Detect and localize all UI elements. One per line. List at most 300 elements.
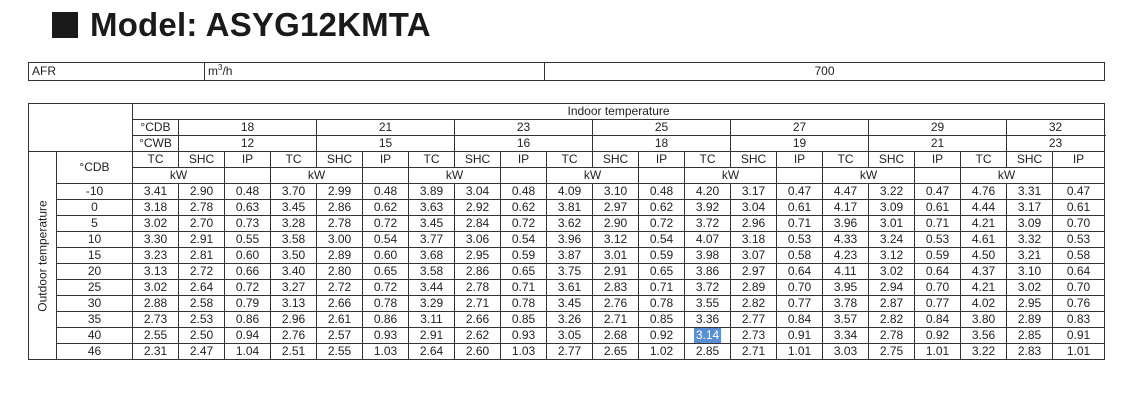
data-cell: 2.95: [455, 248, 501, 264]
data-cell: 4.47: [823, 184, 869, 200]
data-cell: 4.07: [685, 232, 731, 248]
title-square-icon: [52, 12, 78, 38]
data-cell: 2.89: [317, 248, 363, 264]
data-cell: 3.03: [823, 344, 869, 360]
outdoor-temperature-cell: [29, 152, 57, 360]
outdoor-temp-value: 0: [57, 200, 133, 216]
data-cell: 2.77: [731, 312, 777, 328]
data-cell: 0.47: [915, 184, 961, 200]
data-cell: 0.72: [501, 216, 547, 232]
cdb-row: [29, 120, 1105, 136]
data-cell: 1.04: [225, 344, 271, 360]
cdb-label: °CDB: [133, 120, 179, 136]
ip-header: IP: [225, 152, 271, 168]
data-cell: 3.28: [271, 216, 317, 232]
data-cell: 0.64: [915, 264, 961, 280]
data-cell: 2.72: [317, 280, 363, 296]
data-cell: 0.54: [639, 232, 685, 248]
cdb-value: 21: [317, 120, 455, 136]
ip-unit-blank: [501, 168, 547, 184]
afr-unit-base: m: [208, 64, 218, 78]
data-cell: 3.41: [133, 184, 179, 200]
outdoor-temp-value: 40: [57, 328, 133, 344]
data-cell: 0.71: [501, 280, 547, 296]
data-cell: 4.23: [823, 248, 869, 264]
data-cell: 2.60: [455, 344, 501, 360]
data-cell: 3.57: [823, 312, 869, 328]
cwb-value: 16: [455, 136, 593, 152]
data-cell: 3.40: [271, 264, 317, 280]
data-cell: 3.00: [317, 232, 363, 248]
data-cell: 2.86: [455, 264, 501, 280]
outdoor-temp-value: 25: [57, 280, 133, 296]
data-cell: 4.20: [685, 184, 731, 200]
data-cell: 0.64: [777, 264, 823, 280]
data-cell: 0.83: [1053, 312, 1105, 328]
data-cell: 3.10: [1007, 264, 1053, 280]
data-cell: 0.64: [1053, 264, 1105, 280]
data-cell: 0.59: [639, 248, 685, 264]
kw-unit: kW: [547, 168, 639, 184]
kw-unit: kW: [271, 168, 363, 184]
tc-header: TC: [547, 152, 593, 168]
data-cell: 2.83: [1007, 344, 1053, 360]
tc-header: TC: [685, 152, 731, 168]
page-title: [52, 6, 431, 44]
data-cell: 3.63: [409, 200, 455, 216]
data-cell: 0.48: [363, 184, 409, 200]
ip-header: IP: [1053, 152, 1105, 168]
data-cell: 4.02: [961, 296, 1007, 312]
data-cell: 2.91: [409, 328, 455, 344]
tc-header: TC: [271, 152, 317, 168]
shc-header: SHC: [179, 152, 225, 168]
performance-table: [28, 103, 1105, 360]
data-cell: 0.91: [777, 328, 823, 344]
data-cell: 2.82: [731, 296, 777, 312]
data-cell: 3.24: [869, 232, 915, 248]
data-cell: 2.51: [271, 344, 317, 360]
data-cell: 0.70: [1053, 216, 1105, 232]
kw-unit: kW: [961, 168, 1053, 184]
ip-header: IP: [363, 152, 409, 168]
data-cell: 2.68: [593, 328, 639, 344]
data-cell: 3.80: [961, 312, 1007, 328]
data-cell: 2.89: [1007, 312, 1053, 328]
data-cell: 2.64: [179, 280, 225, 296]
data-cell: 1.03: [501, 344, 547, 360]
outdoor-temp-value: 20: [57, 264, 133, 280]
data-cell: 0.73: [225, 216, 271, 232]
data-cell: 2.96: [731, 216, 777, 232]
data-cell: 0.93: [501, 328, 547, 344]
data-cell: 3.87: [547, 248, 593, 264]
data-cell: 0.47: [777, 184, 823, 200]
data-cell: 0.62: [639, 200, 685, 216]
data-cell: 3.95: [823, 280, 869, 296]
data-cell: 3.45: [271, 200, 317, 216]
data-cell: 2.71: [593, 312, 639, 328]
data-cell: 3.81: [547, 200, 593, 216]
data-cell: 2.85: [685, 344, 731, 360]
cwb-value: 12: [179, 136, 317, 152]
selected-value: 3.14: [695, 328, 720, 342]
outdoor-temp-value: 10: [57, 232, 133, 248]
data-cell: 1.02: [639, 344, 685, 360]
data-cell: 3.68: [409, 248, 455, 264]
data-cell: 0.63: [225, 200, 271, 216]
data-cell-highlighted: [685, 328, 731, 344]
cwb-value: 19: [731, 136, 869, 152]
data-cell: 2.88: [133, 296, 179, 312]
data-cell: 2.58: [179, 296, 225, 312]
afr-unit-tail: /h: [222, 64, 233, 78]
data-cell: 3.02: [1007, 280, 1053, 296]
data-cell: 0.60: [363, 248, 409, 264]
table-row: [29, 312, 1105, 328]
data-cell: 0.53: [1053, 232, 1105, 248]
data-cell: 3.26: [547, 312, 593, 328]
data-cell: 0.47: [1053, 184, 1105, 200]
data-cell: 3.17: [731, 184, 777, 200]
tc-header: TC: [409, 152, 455, 168]
data-cell: 2.77: [547, 344, 593, 360]
data-cell: 0.72: [363, 280, 409, 296]
data-cell: 3.75: [547, 264, 593, 280]
outdoor-temp-value: 5: [57, 216, 133, 232]
data-cell: 4.33: [823, 232, 869, 248]
table-row: [29, 216, 1105, 232]
table-row: [29, 296, 1105, 312]
data-cell: 0.65: [501, 264, 547, 280]
data-cell: 3.17: [1007, 200, 1053, 216]
data-cell: 2.73: [133, 312, 179, 328]
afr-unit-exp: 3: [218, 63, 223, 72]
data-cell: 0.48: [639, 184, 685, 200]
ip-unit-blank: [363, 168, 409, 184]
data-cell: 2.92: [455, 200, 501, 216]
data-cell: 4.37: [961, 264, 1007, 280]
data-cell: 3.61: [547, 280, 593, 296]
unit-row: [29, 168, 1105, 184]
data-cell: 2.78: [455, 280, 501, 296]
data-cell: 0.71: [777, 216, 823, 232]
data-cell: 2.55: [317, 344, 363, 360]
data-cell: 0.71: [639, 280, 685, 296]
ip-unit-blank: [225, 168, 271, 184]
data-cell: 0.76: [1053, 296, 1105, 312]
data-cell: 0.61: [1053, 200, 1105, 216]
data-cell: 3.45: [409, 216, 455, 232]
data-cell: 4.61: [961, 232, 1007, 248]
data-cell: 2.71: [455, 296, 501, 312]
tc-header: TC: [823, 152, 869, 168]
data-cell: 2.50: [179, 328, 225, 344]
data-cell: 2.75: [869, 344, 915, 360]
data-cell: 2.87: [869, 296, 915, 312]
data-cell: 2.97: [593, 200, 639, 216]
data-cell: 3.04: [455, 184, 501, 200]
data-cell: 0.53: [915, 232, 961, 248]
data-cell: 4.17: [823, 200, 869, 216]
data-cell: 3.31: [1007, 184, 1053, 200]
data-cell: 3.34: [823, 328, 869, 344]
data-cell: 0.58: [777, 248, 823, 264]
metric-header-row: [29, 152, 1105, 168]
data-cell: 2.31: [133, 344, 179, 360]
data-cell: 0.70: [915, 280, 961, 296]
data-cell: 3.01: [869, 216, 915, 232]
cwb-value: 23: [1007, 136, 1105, 152]
data-cell: 0.54: [363, 232, 409, 248]
data-cell: 3.77: [409, 232, 455, 248]
corner-blank: [29, 104, 133, 152]
data-cell: 3.36: [685, 312, 731, 328]
data-cell: 2.80: [317, 264, 363, 280]
data-cell: 0.86: [363, 312, 409, 328]
data-cell: 3.01: [593, 248, 639, 264]
shc-header: SHC: [593, 152, 639, 168]
data-cell: 3.89: [409, 184, 455, 200]
data-cell: 0.55: [225, 232, 271, 248]
data-cell: 1.01: [915, 344, 961, 360]
outdoor-temp-value: 15: [57, 248, 133, 264]
data-cell: 3.02: [133, 216, 179, 232]
tc-header: TC: [961, 152, 1007, 168]
cwb-value: 15: [317, 136, 455, 152]
data-cell: 2.72: [179, 264, 225, 280]
data-cell: 2.81: [179, 248, 225, 264]
ip-unit-blank: [639, 168, 685, 184]
data-cell: 0.61: [915, 200, 961, 216]
cwb-value: 18: [593, 136, 731, 152]
cdb-value: 23: [455, 120, 593, 136]
indoor-header-row: [29, 104, 1105, 120]
data-cell: 0.65: [363, 264, 409, 280]
shc-header: SHC: [1007, 152, 1053, 168]
data-cell: 2.94: [869, 280, 915, 296]
data-cell: 0.62: [501, 200, 547, 216]
shc-header: SHC: [317, 152, 363, 168]
data-cell: 1.03: [363, 344, 409, 360]
data-cell: 0.93: [363, 328, 409, 344]
data-cell: 3.96: [823, 216, 869, 232]
data-cell: 2.76: [593, 296, 639, 312]
data-cell: 1.01: [777, 344, 823, 360]
shc-header: SHC: [455, 152, 501, 168]
afr-table: [28, 62, 1105, 81]
data-cell: 0.91: [1053, 328, 1105, 344]
data-cell: 3.70: [271, 184, 317, 200]
shc-header: SHC: [869, 152, 915, 168]
data-cell: 3.13: [133, 264, 179, 280]
data-cell: 3.29: [409, 296, 455, 312]
data-cell: 2.66: [455, 312, 501, 328]
cdb-value: 29: [869, 120, 1007, 136]
cdb-value: 32: [1007, 120, 1105, 136]
data-cell: 4.11: [823, 264, 869, 280]
data-cell: 3.58: [409, 264, 455, 280]
data-cell: 0.94: [225, 328, 271, 344]
data-cell: 2.86: [317, 200, 363, 216]
data-cell: 3.30: [133, 232, 179, 248]
data-cell: 0.62: [363, 200, 409, 216]
data-cell: 2.85: [1007, 328, 1053, 344]
data-cell: 3.13: [271, 296, 317, 312]
outdoor-cdb-label: °CDB: [57, 152, 133, 184]
data-cell: 4.21: [961, 216, 1007, 232]
data-cell: 3.12: [593, 232, 639, 248]
cdb-value: 27: [731, 120, 869, 136]
data-cell: 2.78: [869, 328, 915, 344]
data-cell: 0.48: [225, 184, 271, 200]
shc-header: SHC: [731, 152, 777, 168]
data-cell: 0.84: [777, 312, 823, 328]
data-cell: 3.18: [133, 200, 179, 216]
data-cell: 0.65: [639, 264, 685, 280]
data-cell: 2.78: [317, 216, 363, 232]
data-cell: 3.22: [961, 344, 1007, 360]
data-cell: 2.64: [409, 344, 455, 360]
data-cell: 4.21: [961, 280, 1007, 296]
data-cell: 2.90: [593, 216, 639, 232]
cwb-label: °CWB: [133, 136, 179, 152]
data-cell: 2.91: [593, 264, 639, 280]
data-cell: 3.22: [869, 184, 915, 200]
data-cell: 2.61: [317, 312, 363, 328]
table-row: [29, 264, 1105, 280]
afr-row: [29, 63, 1105, 81]
table-row: [29, 200, 1105, 216]
data-cell: 2.70: [179, 216, 225, 232]
data-cell: 3.04: [731, 200, 777, 216]
data-cell: 0.59: [915, 248, 961, 264]
model-title: Model: ASYG12KMTA: [90, 6, 431, 43]
data-cell: 0.77: [915, 296, 961, 312]
data-cell: 4.50: [961, 248, 1007, 264]
data-cell: 3.45: [547, 296, 593, 312]
data-cell: 0.70: [1053, 280, 1105, 296]
data-cell: 0.85: [501, 312, 547, 328]
data-cell: 2.89: [731, 280, 777, 296]
ip-header: IP: [915, 152, 961, 168]
afr-label: AFR: [29, 63, 205, 81]
data-cell: 3.23: [133, 248, 179, 264]
table-row: [29, 248, 1105, 264]
data-cell: 3.09: [869, 200, 915, 216]
data-cell: 2.53: [179, 312, 225, 328]
data-cell: 2.73: [731, 328, 777, 344]
data-cell: 0.58: [1053, 248, 1105, 264]
data-cell: 3.55: [685, 296, 731, 312]
afr-unit: [205, 63, 545, 81]
kw-unit: kW: [823, 168, 915, 184]
kw-unit: kW: [685, 168, 777, 184]
data-cell: 3.09: [1007, 216, 1053, 232]
cwb-value: 21: [869, 136, 1007, 152]
data-cell: 0.61: [777, 200, 823, 216]
data-cell: 2.66: [317, 296, 363, 312]
data-cell: 0.72: [225, 280, 271, 296]
data-cell: 3.07: [731, 248, 777, 264]
data-cell: 0.71: [915, 216, 961, 232]
ip-unit-blank: [915, 168, 961, 184]
data-cell: 0.48: [501, 184, 547, 200]
data-cell: 3.44: [409, 280, 455, 296]
outdoor-temp-value: 46: [57, 344, 133, 360]
data-cell: 3.58: [271, 232, 317, 248]
data-cell: 2.97: [731, 264, 777, 280]
data-cell: 0.92: [915, 328, 961, 344]
data-cell: 2.83: [593, 280, 639, 296]
data-cell: 3.12: [869, 248, 915, 264]
data-cell: 3.50: [271, 248, 317, 264]
data-cell: 3.92: [685, 200, 731, 216]
table-row: [29, 280, 1105, 296]
data-cell: 3.56: [961, 328, 1007, 344]
data-cell: 3.98: [685, 248, 731, 264]
table-row: [29, 328, 1105, 344]
data-cell: 0.86: [225, 312, 271, 328]
data-cell: 3.78: [823, 296, 869, 312]
data-cell: 2.84: [455, 216, 501, 232]
data-cell: 0.77: [777, 296, 823, 312]
data-cell: 2.76: [271, 328, 317, 344]
ip-header: IP: [639, 152, 685, 168]
data-cell: 2.55: [133, 328, 179, 344]
data-cell: 2.82: [869, 312, 915, 328]
data-cell: 3.72: [685, 280, 731, 296]
ip-unit-blank: [1053, 168, 1105, 184]
indoor-temperature-header: Indoor temperature: [133, 104, 1105, 120]
data-cell: 1.01: [1053, 344, 1105, 360]
data-cell: 2.71: [731, 344, 777, 360]
table-row: [29, 184, 1105, 200]
data-cell: 2.47: [179, 344, 225, 360]
data-cell: 3.02: [869, 264, 915, 280]
data-cell: 0.53: [777, 232, 823, 248]
outdoor-temp-value: 35: [57, 312, 133, 328]
ip-header: IP: [777, 152, 823, 168]
data-cell: 4.76: [961, 184, 1007, 200]
kw-unit: kW: [133, 168, 225, 184]
data-cell: 3.11: [409, 312, 455, 328]
kw-unit: kW: [409, 168, 501, 184]
data-cell: 2.62: [455, 328, 501, 344]
data-cell: 2.90: [179, 184, 225, 200]
data-cell: 2.78: [179, 200, 225, 216]
data-cell: 0.92: [639, 328, 685, 344]
tc-header: TC: [133, 152, 179, 168]
table-row: [29, 344, 1105, 360]
cdb-value: 18: [179, 120, 317, 136]
data-cell: 2.57: [317, 328, 363, 344]
table-row: [29, 232, 1105, 248]
data-cell: 3.18: [731, 232, 777, 248]
data-cell: 3.32: [1007, 232, 1053, 248]
data-cell: 3.62: [547, 216, 593, 232]
cwb-row: [29, 136, 1105, 152]
data-cell: 3.27: [271, 280, 317, 296]
data-cell: 2.99: [317, 184, 363, 200]
data-cell: 0.78: [363, 296, 409, 312]
data-cell: 0.85: [639, 312, 685, 328]
data-cell: 0.72: [639, 216, 685, 232]
data-cell: 0.79: [225, 296, 271, 312]
outdoor-temp-value: -10: [57, 184, 133, 200]
data-cell: 3.21: [1007, 248, 1053, 264]
data-cell: 3.02: [133, 280, 179, 296]
